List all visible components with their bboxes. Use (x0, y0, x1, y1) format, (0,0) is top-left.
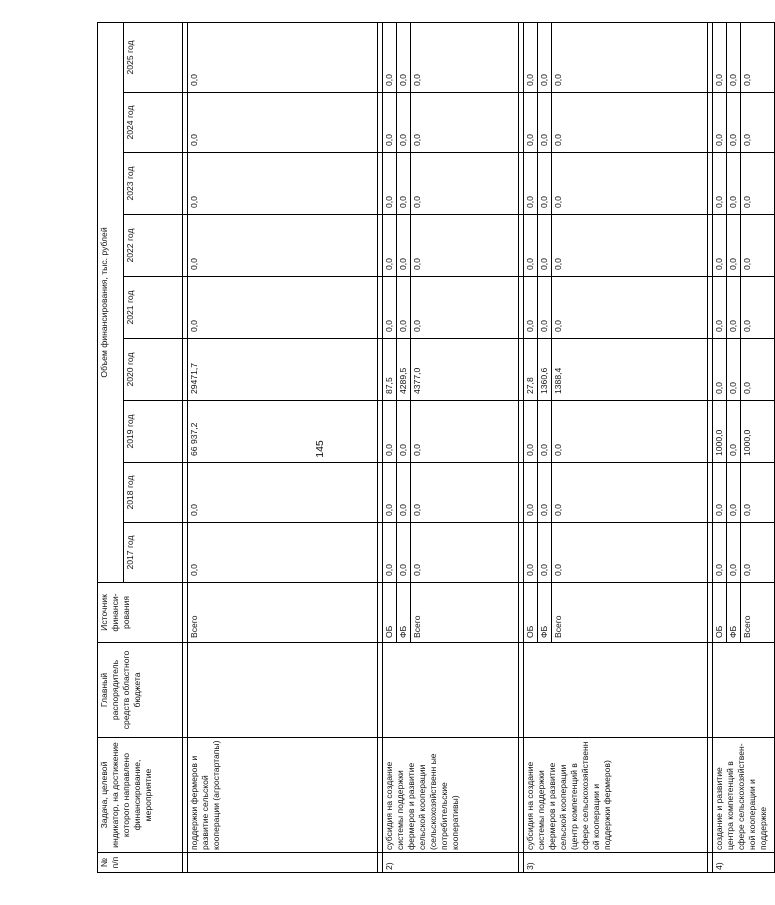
value-cell: 0,0 (411, 93, 519, 153)
value-cell: 0,0 (397, 215, 411, 277)
source-cell: Всего (188, 583, 378, 643)
value-cell: 0,0 (397, 93, 411, 153)
value-cell: 0,0 (741, 22, 775, 92)
value-cell: 0,0 (383, 523, 397, 583)
header-year: 2017 год (124, 523, 183, 583)
header-year: 2025 год (124, 22, 183, 92)
value-cell: 0,0 (188, 93, 378, 153)
value-cell: 0,0 (552, 401, 708, 463)
value-cell: 0,0 (411, 523, 519, 583)
value-cell: 29471,7 (188, 339, 378, 401)
value-cell: 0,0 (383, 153, 397, 215)
manager-cell (524, 643, 708, 738)
value-cell: 0,0 (713, 463, 727, 523)
value-cell: 0,0 (524, 22, 538, 92)
source-cell: ФБ (397, 583, 411, 643)
row-number: 3) (524, 853, 708, 873)
value-cell: 0,0 (741, 339, 775, 401)
value-cell: 4289,5 (397, 339, 411, 401)
value-cell: 0,0 (383, 277, 397, 339)
value-cell: 0,0 (538, 523, 552, 583)
value-cell: 0,0 (713, 22, 727, 92)
value-cell: 0,0 (188, 153, 378, 215)
value-cell: 0,0 (397, 463, 411, 523)
header-source: Источник финанси-рования (98, 583, 183, 643)
value-cell: 0,0 (397, 277, 411, 339)
value-cell: 0,0 (741, 277, 775, 339)
header-num: № п/п (98, 853, 183, 873)
value-cell: 0,0 (552, 22, 708, 92)
value-cell: 0,0 (538, 153, 552, 215)
header-year: 2019 год (124, 401, 183, 463)
financing-table (97, 22, 775, 873)
value-cell: 66 937,2 (188, 401, 378, 463)
value-cell: 1000,0 (713, 401, 727, 463)
value-cell: 0,0 (188, 523, 378, 583)
value-cell: 0,0 (538, 215, 552, 277)
source-cell: ОБ (524, 583, 538, 643)
value-cell: 0,0 (397, 153, 411, 215)
value-cell: 0,0 (538, 463, 552, 523)
table-row (713, 22, 727, 872)
value-cell: 0,0 (188, 215, 378, 277)
value-cell: 0,0 (524, 215, 538, 277)
table-body (183, 22, 775, 872)
value-cell: 0,0 (383, 401, 397, 463)
task-description: субсидия на создание системы поддержки фермеров и развитие сельской кооперации (центр компетенций в сфере сельскохозяйственн ой кооперации и поддержки фермеров) (524, 738, 708, 853)
value-cell: 0,0 (411, 215, 519, 277)
header-manager: Главный распорядитель средств областного бюджета (98, 643, 183, 738)
value-cell: 0,0 (741, 153, 775, 215)
value-cell: 0,0 (552, 277, 708, 339)
value-cell: 0,0 (741, 463, 775, 523)
value-cell: 0,0 (727, 339, 741, 401)
table-row (383, 22, 397, 872)
value-cell: 0,0 (397, 22, 411, 92)
value-cell: 0,0 (411, 153, 519, 215)
manager-cell (188, 643, 378, 738)
value-cell: 0,0 (713, 215, 727, 277)
source-cell: ФБ (727, 583, 741, 643)
header-volume: Объем финансирования, тыс. рублей (98, 22, 124, 582)
value-cell: 0,0 (552, 93, 708, 153)
value-cell: 0,0 (524, 523, 538, 583)
value-cell: 0,0 (524, 277, 538, 339)
task-description: создание и развитие центра компетенций в сфере сельскохозяйствен-ной кооперации и поддержке (713, 738, 775, 853)
row-number: 2) (383, 853, 519, 873)
value-cell: 0,0 (727, 215, 741, 277)
source-cell: Всего (552, 583, 708, 643)
header-row-top (98, 22, 124, 872)
value-cell: 0,0 (188, 463, 378, 523)
manager-cell (713, 643, 775, 738)
table-row (524, 22, 538, 872)
value-cell: 0,0 (383, 215, 397, 277)
manager-cell (383, 643, 519, 738)
value-cell: 0,0 (397, 523, 411, 583)
header-year: 2021 год (124, 277, 183, 339)
value-cell: 0,0 (524, 153, 538, 215)
row-number: 4) (713, 853, 775, 873)
table-row (188, 22, 378, 872)
value-cell: 0,0 (397, 401, 411, 463)
value-cell: 0,0 (524, 401, 538, 463)
row-number (188, 853, 378, 873)
value-cell: 1000,0 (741, 401, 775, 463)
value-cell: 0,0 (411, 463, 519, 523)
header-year: 2020 год (124, 339, 183, 401)
value-cell: 0,0 (188, 22, 378, 92)
value-cell: 0,0 (411, 22, 519, 92)
value-cell: 0,0 (538, 401, 552, 463)
value-cell: 0,0 (727, 463, 741, 523)
value-cell: 0,0 (524, 93, 538, 153)
source-cell: ОБ (383, 583, 397, 643)
value-cell: 0,0 (383, 463, 397, 523)
header-year: 2022 год (124, 215, 183, 277)
value-cell: 0,0 (741, 523, 775, 583)
value-cell: 0,0 (538, 93, 552, 153)
source-cell: Всего (741, 583, 775, 643)
value-cell: 0,0 (552, 153, 708, 215)
value-cell: 1388,4 (552, 339, 708, 401)
task-description: субсидия на создание системы поддержки фермеров и развитие сельской кооперации (сельскохозяйственн ые потребительские кооперативы) (383, 738, 519, 853)
page-number: 145 (314, 440, 326, 458)
rotated-page (97, 40, 768, 873)
value-cell: 0,0 (552, 215, 708, 277)
value-cell: 0,0 (411, 277, 519, 339)
value-cell: 0,0 (727, 277, 741, 339)
value-cell: 0,0 (727, 401, 741, 463)
source-cell: ОБ (713, 583, 727, 643)
value-cell: 0,0 (538, 277, 552, 339)
value-cell: 0,0 (538, 22, 552, 92)
value-cell: 0,0 (727, 153, 741, 215)
value-cell: 27,8 (524, 339, 538, 401)
header-year: 2018 год (124, 463, 183, 523)
header-year: 2024 год (124, 93, 183, 153)
value-cell: 0,0 (188, 277, 378, 339)
value-cell: 0,0 (713, 153, 727, 215)
value-cell: 0,0 (727, 93, 741, 153)
value-cell: 0,0 (383, 93, 397, 153)
source-cell: ФБ (538, 583, 552, 643)
value-cell: 0,0 (713, 277, 727, 339)
header-task: Задача, целевой индикатор, на достижение которого направлено финансирование, мероприятие (98, 738, 183, 853)
value-cell: 0,0 (741, 215, 775, 277)
value-cell: 0,0 (727, 523, 741, 583)
value-cell: 0,0 (552, 523, 708, 583)
task-description: поддержки фермеров и развитие сельской кооперации (агростартапы) (188, 738, 378, 853)
value-cell: 0,0 (411, 401, 519, 463)
value-cell: 0,0 (552, 463, 708, 523)
value-cell: 1360,6 (538, 339, 552, 401)
value-cell: 0,0 (741, 93, 775, 153)
source-cell: Всего (411, 583, 519, 643)
value-cell: 0,0 (383, 22, 397, 92)
value-cell: 0,0 (727, 22, 741, 92)
value-cell: 87,5 (383, 339, 397, 401)
value-cell: 0,0 (713, 523, 727, 583)
header-year: 2023 год (124, 153, 183, 215)
value-cell: 0,0 (713, 339, 727, 401)
value-cell: 0,0 (713, 93, 727, 153)
value-cell: 4377,0 (411, 339, 519, 401)
value-cell: 0,0 (524, 463, 538, 523)
